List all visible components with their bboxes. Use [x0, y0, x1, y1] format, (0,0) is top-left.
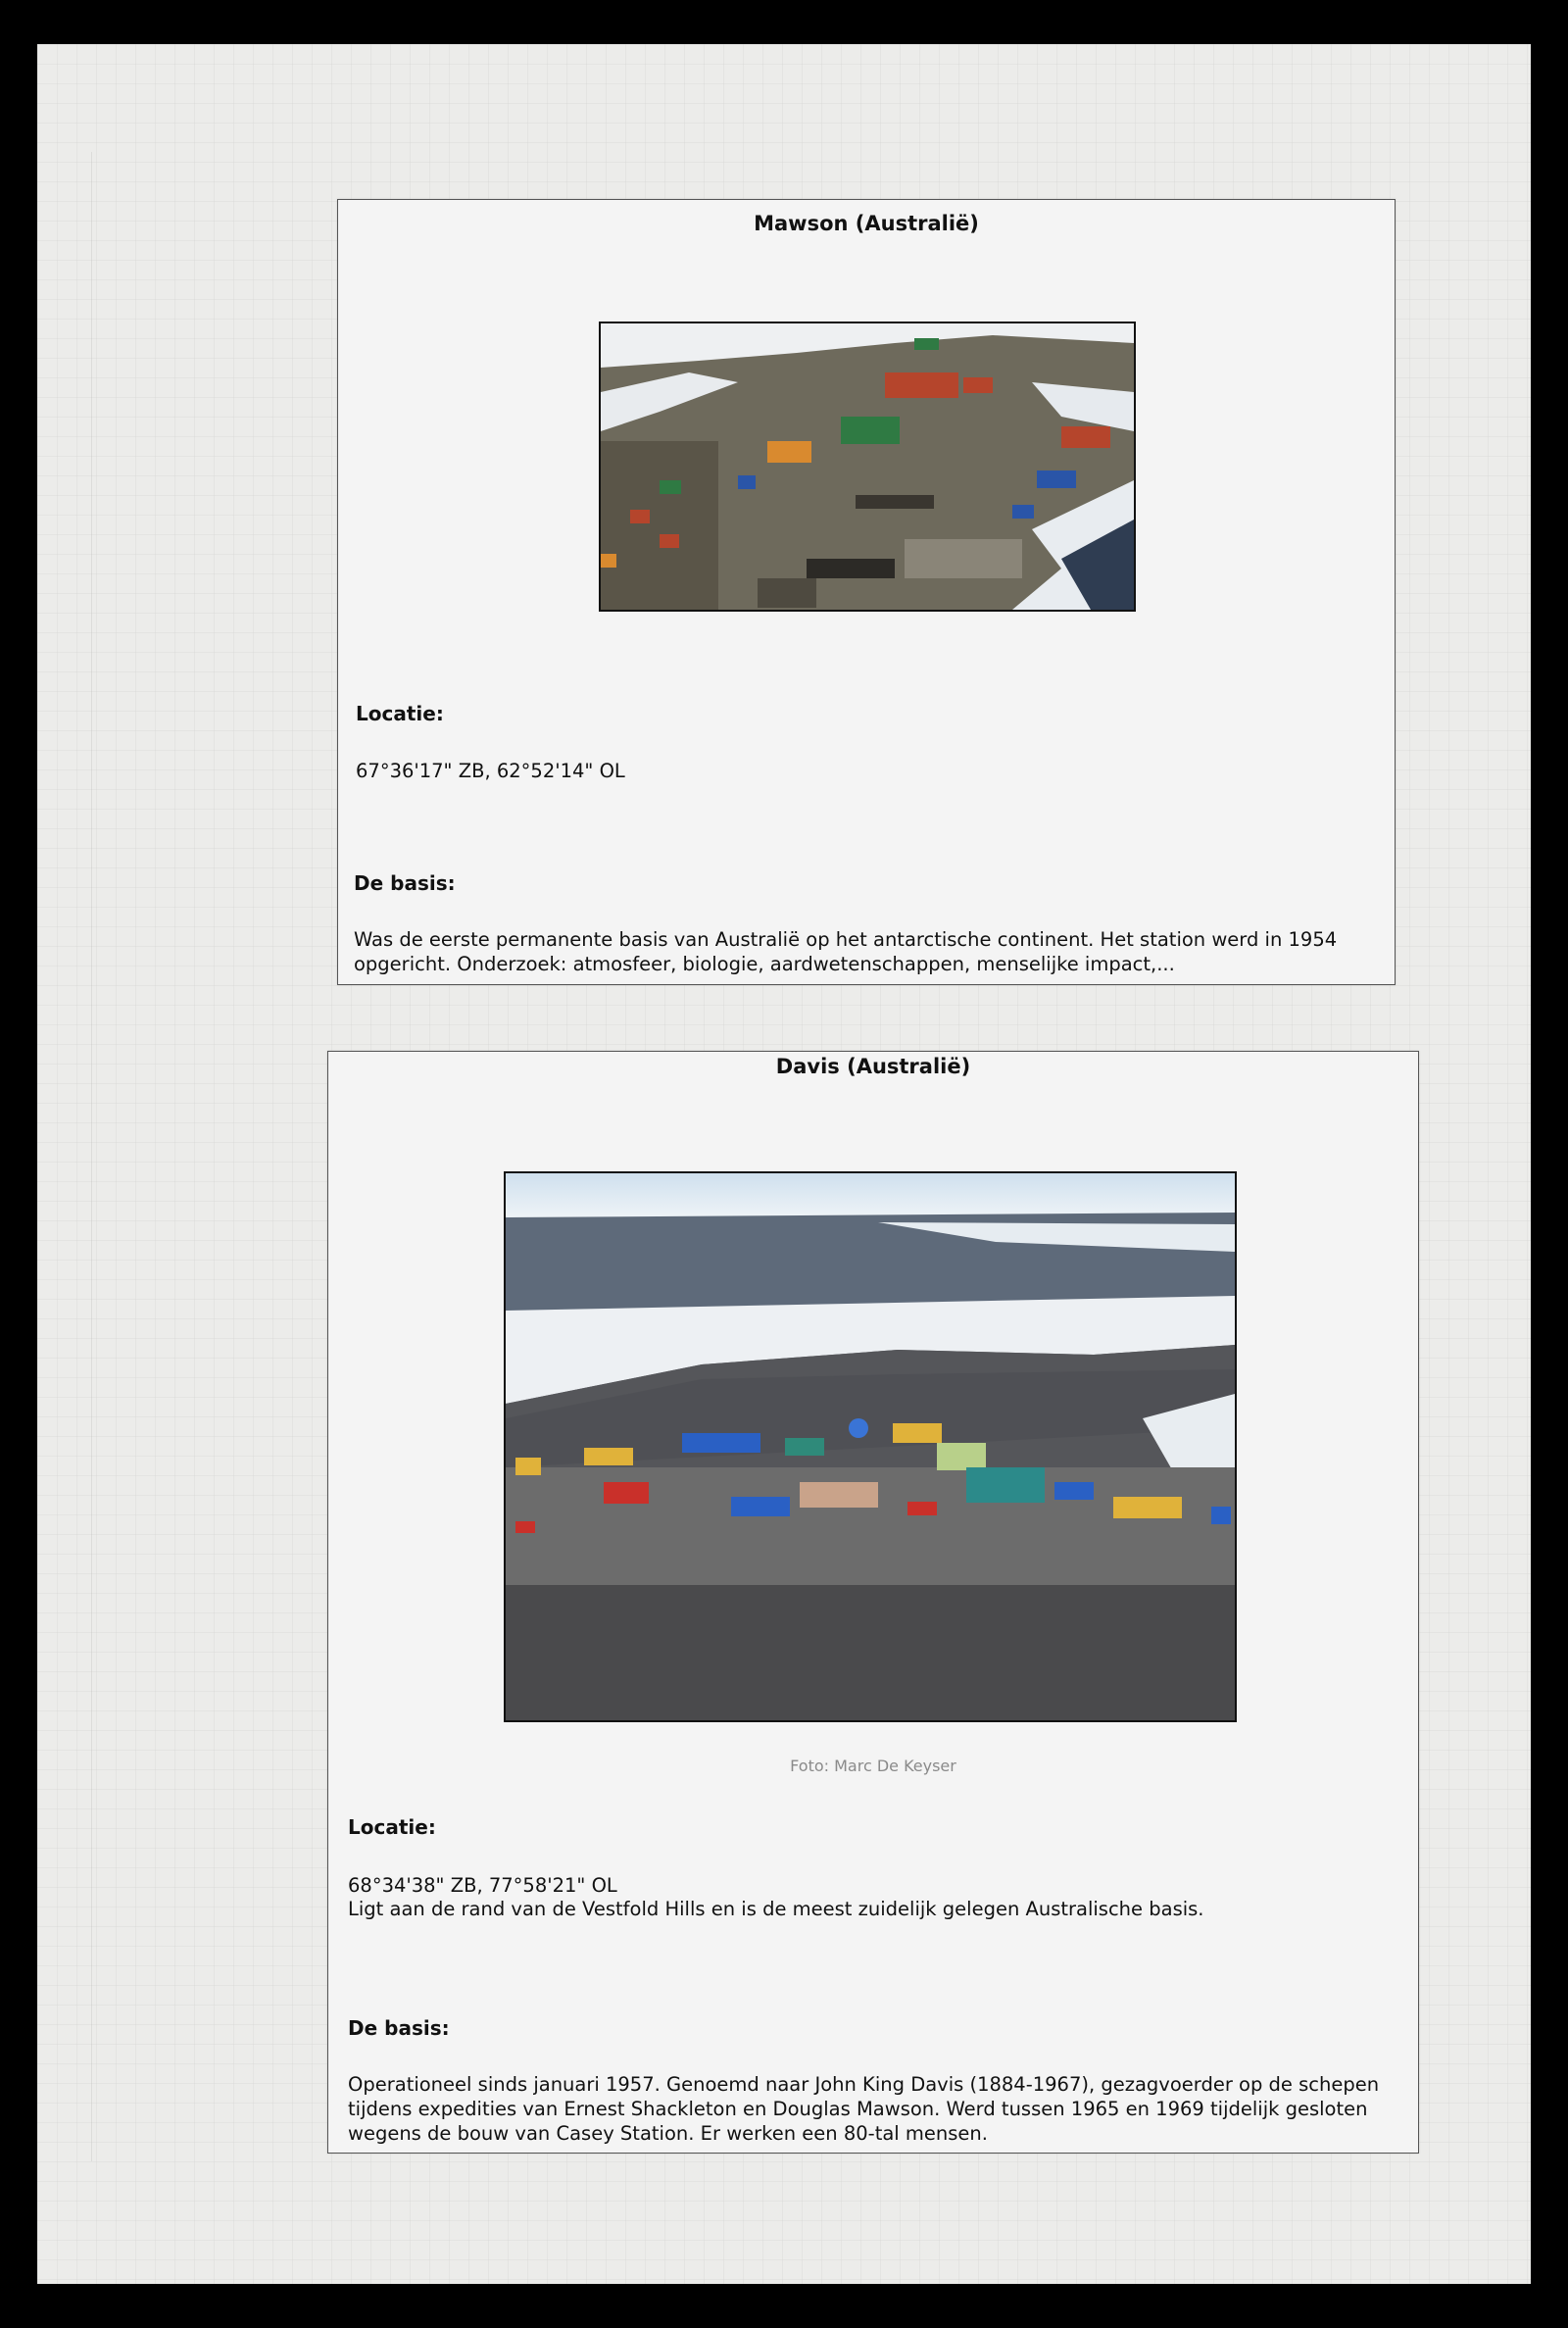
base-label: De basis:: [348, 2016, 450, 2040]
station-sheet-mawson: [337, 199, 1396, 985]
davis-photo-illustration: [506, 1173, 1235, 1720]
photo-caption: Foto: Marc De Keyser: [790, 1757, 956, 1775]
location-coordinates: 68°34'38" ZB, 77°58'21" OL: [348, 1874, 617, 1897]
mawson-photo-illustration: [601, 323, 1134, 610]
station-title: Mawson (Australië): [754, 212, 979, 235]
location-label: Locatie:: [356, 702, 444, 725]
station-title: Davis (Australië): [775, 1055, 971, 1078]
location-label: Locatie:: [348, 1815, 436, 1839]
station-photo-mawson: [599, 322, 1136, 612]
location-description: Ligt aan de rand van de Vestfold Hills en is de meest zuidelijk gelegen Australische basis.: [348, 1898, 1204, 1920]
station-sheet-davis: [327, 1051, 1419, 2154]
location-coordinates: 67°36'17" ZB, 62°52'14" OL: [356, 760, 625, 782]
base-label: De basis:: [354, 871, 456, 895]
base-description: Operationeel sinds januari 1957. Genoemd naar John King Davis (1884-1967), gezagvoerder op de schepen tijdens expedities van Ernest Shackleton en Douglas Mawson. Werd tussen 1965 en 1969 tijdelijk gesloten wegens de bouw van Casey Station. Er werken een 80-tal mensen.: [348, 2073, 1380, 2145]
album-page: [37, 44, 1531, 2284]
page-grid-background: [91, 152, 337, 2161]
station-photo-davis: [504, 1171, 1237, 1722]
base-description: Was de eerste permanente basis van Australië op het antarctische continent. Het station werd in 1954 opgericht. Onderzoek: atmosfeer, biologie, aardwetenschappen, menselijke impact,...: [354, 928, 1338, 975]
